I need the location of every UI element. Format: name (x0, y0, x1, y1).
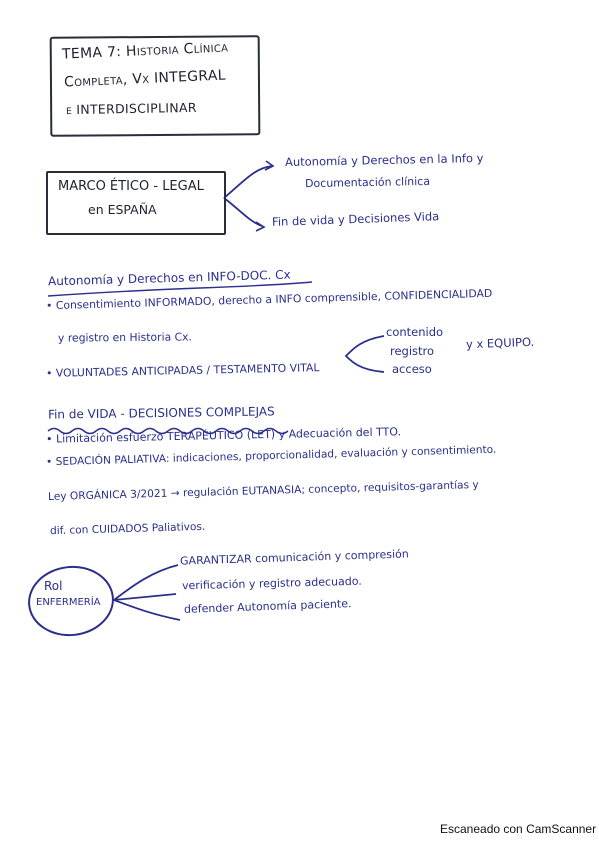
marco-branch-documentacion: Documentación clínica (304, 174, 431, 191)
section1-bullet-consentimiento: • Consentimiento INFORMADO, derecho a INFO comprensible, CONFIDENCIALIDAD (45, 286, 493, 313)
title-line-1: TEMA 7: Historia Clínica (61, 39, 229, 63)
marco-branch-fin-de-vida: Fin de vida y Decisiones Vida (271, 209, 440, 229)
rol-enfermeria-label: ENFERMERÍA (36, 597, 101, 608)
registro-item-registro: registro (390, 344, 435, 358)
section2-ley-line-1: Ley ORGÁNICA 3/2021 → regulación EUTANASIA; concepto, requisitos-garantías y (47, 478, 479, 504)
section2-bullet-let: • Limitación esfuerzo TERAPÉUTICO (LET) y Adecuación del TTO. (45, 425, 402, 446)
section2-ley-line-2: dif. con CUIDADOS Paliativos. (49, 520, 206, 538)
section1-bullet-consentimiento-cont: y registro en Historia Cx. (57, 330, 193, 345)
arrowhead-lower (256, 222, 264, 231)
marco-title: MARCO ÉTICO - LEGAL (58, 179, 204, 194)
section1-heading: Autonomía y Derechos en INFO-DOC. Cx (47, 267, 291, 289)
arrowhead-upper (265, 161, 273, 170)
title-line-2: Completa, Vx INTEGRAL (63, 67, 227, 91)
rol-item-garantizar: GARANTIZAR comunicación y compresión (179, 547, 409, 568)
section2-bullet-sedacion: • SEDACIÓN PALIATIVA: indicaciones, proporcionalidad, evaluación y consentimiento. (45, 443, 497, 469)
marco-branch-connector (224, 166, 272, 226)
rol-bracket (114, 565, 180, 620)
title-line-3: e INTERDISCIPLINAR (65, 99, 197, 118)
rol-label: Rol (44, 579, 63, 593)
section1-bullet-voluntades: • VOLUNTADES ANTICIPADAS / TESTAMENTO VITAL (45, 361, 320, 380)
registro-item-contenido: contenido (386, 325, 444, 339)
registro-equipo-note: y x EQUIPO. (465, 334, 535, 352)
marco-branch-autonomia: Autonomía y Derechos en la Info y (284, 150, 484, 170)
rol-bracket-middle (114, 594, 176, 600)
camscanner-watermark: Escaneado con CamScanner (440, 822, 597, 836)
rol-item-verificacion: verificación y registro adecuado. (181, 574, 362, 593)
registro-item-acceso: acceso (392, 362, 432, 376)
marco-subtitle: en ESPAÑA (88, 202, 157, 217)
registro-bracket (346, 336, 384, 372)
rol-item-defender: defender Autonomía paciente. (183, 597, 352, 616)
section2-heading: Fin de VIDA - DECISIONES COMPLEJAS (47, 404, 275, 422)
